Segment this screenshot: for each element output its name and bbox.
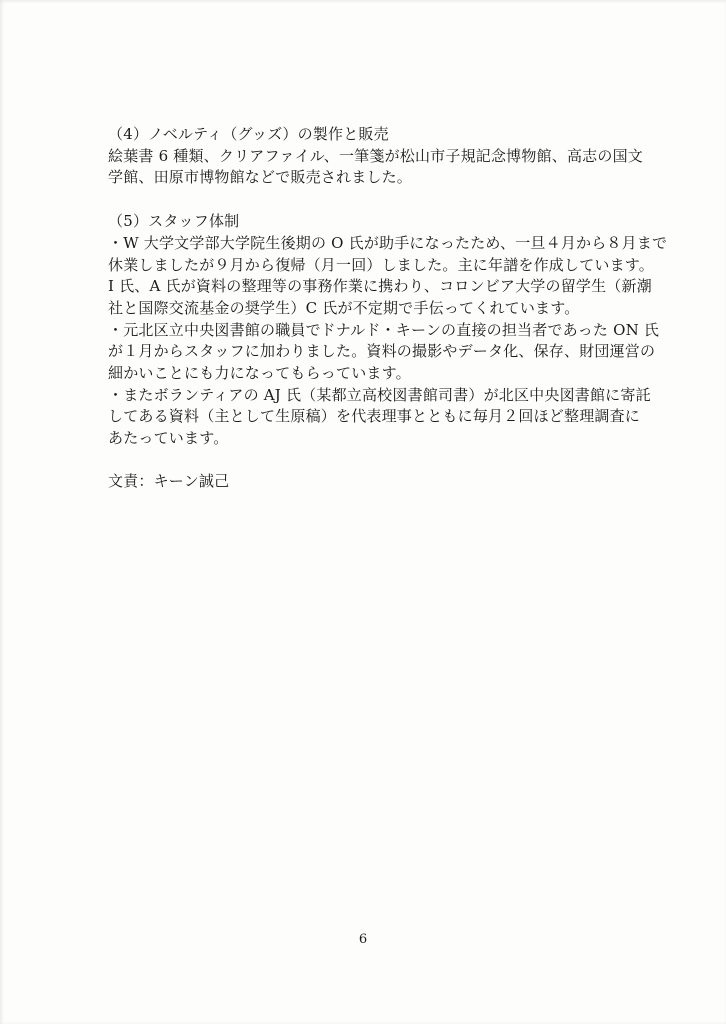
section-novelty [108,124,643,189]
paragraph-line: あたっています。 [108,429,229,448]
paragraph-line: 学館、田原市博物館などで販売されました。 [108,168,413,187]
author-signature: 文責：キーン誠己 [108,471,230,490]
spacer [108,450,628,471]
spacer [108,189,628,211]
section-heading-novelty: （4）ノベルティ（グッズ）の製作と販売 [108,125,389,143]
paragraph-line: 細かいことにも力になってもらっています。 [108,364,411,383]
paragraph-line: ・またボランティアの AJ 氏（某都立高校図書館司書）が北区中央図書館に寄託 [108,385,651,404]
paragraph-line: 休業しましたが９月から復帰（月一回）しました。主に年譜を作成しています。 [108,255,655,274]
paragraph-line: I 氏、A 氏が資料の整理等の事務作業に携わり、コロンビア大学の留学生（新潮 [108,277,652,296]
document-body [108,124,668,493]
section-staff [108,211,668,450]
paragraph-line: ・元北区立中央図書館の職員でドナルド・キーンの直接の担当者であった ON 氏 [108,320,660,339]
paragraph-line: 社と国際交流基金の奨学生）C 氏が不定期で手伝ってくれています。 [108,298,580,317]
section-heading-staff: （5）スタッフ体制 [108,212,240,231]
page-number: 6 [358,932,368,947]
paragraph-line: が１月からスタッフに加わりました。資料の撮影やデータ化、保存、財団運営の [108,342,656,361]
paragraph-line: してある資料（主として生原稿）を代表理事とともに毎月２回ほど整理調査に [108,407,641,426]
paragraph-line: 絵葉書 6 種類、クリアファイル、一筆箋が松山市子規記念博物館、高志の国文 [108,146,643,165]
paragraph-line: ・W 大学文学部大学院生後期の O 氏が助手になったため、一旦４月から８月まで [108,233,668,252]
